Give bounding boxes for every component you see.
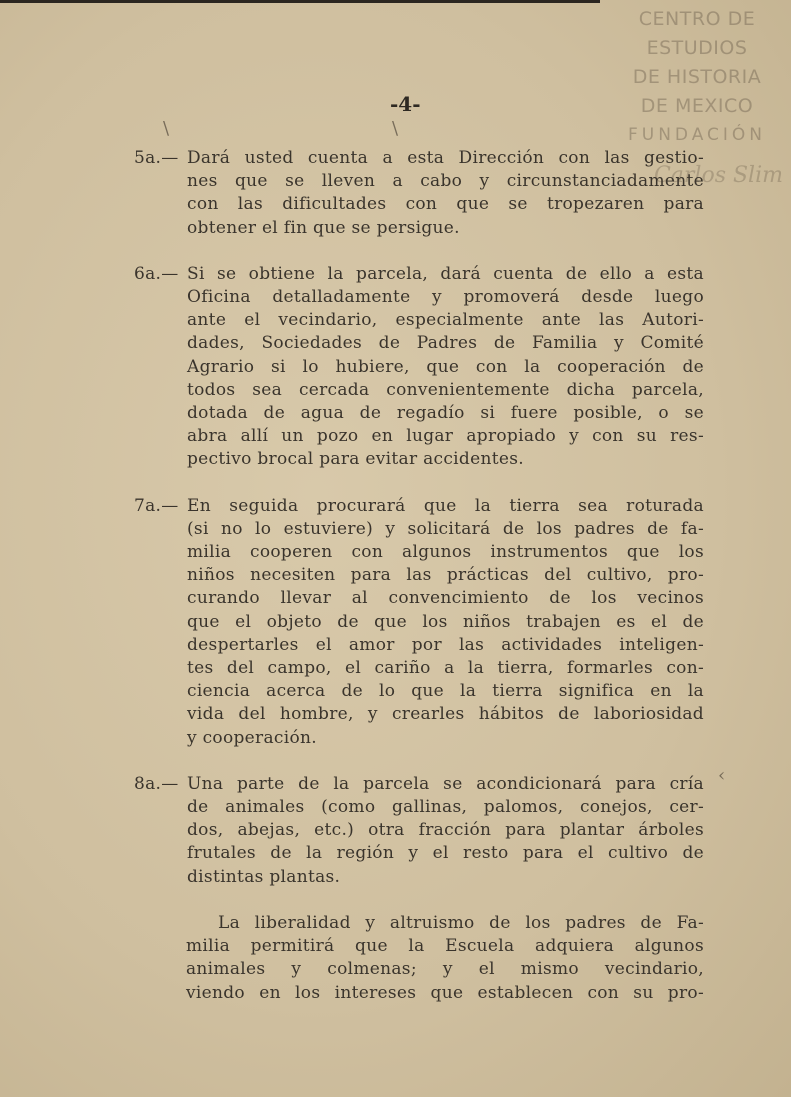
text-line: que el objeto de que los niños trabajen es el de [187,611,704,632]
text-line: pectivo brocal para evitar accidentes. [187,449,524,470]
text-line: con las dificultades con que se tropezaren para [187,194,704,215]
text-line: despertarles el amor por las actividades inteligen- [187,634,704,655]
text-line: viendo en los intereses que establecen con su pro- [186,982,704,1003]
section-text [187,773,704,889]
section-5a [134,147,704,240]
text-line: ante el vecindario, especialmente ante las Autori- [187,310,704,331]
text-line: animales y colmenas; y el mismo vecindario, [186,959,704,980]
watermark-line: ESTUDIOS [646,37,748,59]
text-line: Oficina detalladamente y promoverá desde luego [187,287,704,308]
watermark-line: DE HISTORIA [632,66,762,88]
text-line: milia cooperen con algunos instrumentos que los [187,542,704,563]
text-line: tes del campo, el cariño a la tierra, formarles con- [187,658,704,679]
document-body [134,147,704,1005]
watermark-line: CENTRO DE [638,8,756,30]
text-line: dos, abejas, etc.) otra fracción para plantar árboles [187,820,704,841]
text-line: curando llevar al convencimiento de los vecinos [187,588,704,609]
watermark-signature: Carlos Slim [653,163,783,188]
text-line: La liberalidad y altruismo de los padres de Fa- [218,912,704,933]
text-line: dotada de agua de regadío si fuere posible, o se [187,403,704,424]
watermark-line: FUNDACIÓN [627,125,767,145]
text-line: niños necesiten para las prácticas del cultivo, pro- [187,565,704,586]
section-text [187,147,704,240]
archive-watermark [617,5,777,150]
text-line: Si se obtiene la parcela, dará cuenta de ello a esta [187,263,704,284]
text-line: milia permitirá que la Escuela adquiera algunos [186,936,704,957]
text-line: (si no lo estuviere) y solicitará de los padres de fa- [187,518,704,539]
section-text [187,263,704,472]
text-line: abra allí un pozo en lugar apropiado y con su res- [187,426,704,447]
section-6a [134,263,704,472]
text-line: frutales de la región y el resto para el cultivo de [187,843,704,864]
page-number: -4- [390,92,421,116]
text-line: y cooperación. [187,727,317,748]
section-7a [134,495,704,750]
stray-mark: \ [392,118,399,139]
text-line: En seguida procurará que la tierra sea roturada [187,495,704,516]
stray-mark: ‹ [718,765,726,786]
watermark-line: DE MEXICO [640,95,754,117]
section-number: 5a.— [134,148,179,168]
text-line: dades, Sociedades de Padres de Familia y Comité [187,333,704,354]
text-line: ciencia acerca de lo que la tierra significa en la [187,681,704,702]
closing-paragraph [186,912,704,1005]
text-line: vida del hombre, y crearles hábitos de laboriosidad [187,704,704,725]
text-line: distintas plantas. [187,866,341,887]
text-line: todos sea cercada convenientemente dicha parcela, [187,379,704,400]
page-edge [0,0,600,3]
section-8a [134,773,704,889]
section-number: 7a.— [134,495,179,516]
stray-mark: \ [163,118,170,139]
section-number: 8a.— [134,773,179,794]
text-line: Una parte de la parcela se acondicionará para cría [187,773,704,794]
text-line: Dará usted cuenta a esta Dirección con las gestio- [187,148,704,168]
text-line: de animales (como gallinas, palomos, conejos, cer- [187,797,704,818]
text-line: obtener el fin que se persigue. [187,217,460,238]
text-line: nes que se lleven a cabo y circunstanciadamente [187,171,704,192]
section-number: 6a.— [134,263,179,284]
text-line: Agrario si lo hubiere, que con la cooperación de [187,356,704,377]
section-text [187,495,704,750]
